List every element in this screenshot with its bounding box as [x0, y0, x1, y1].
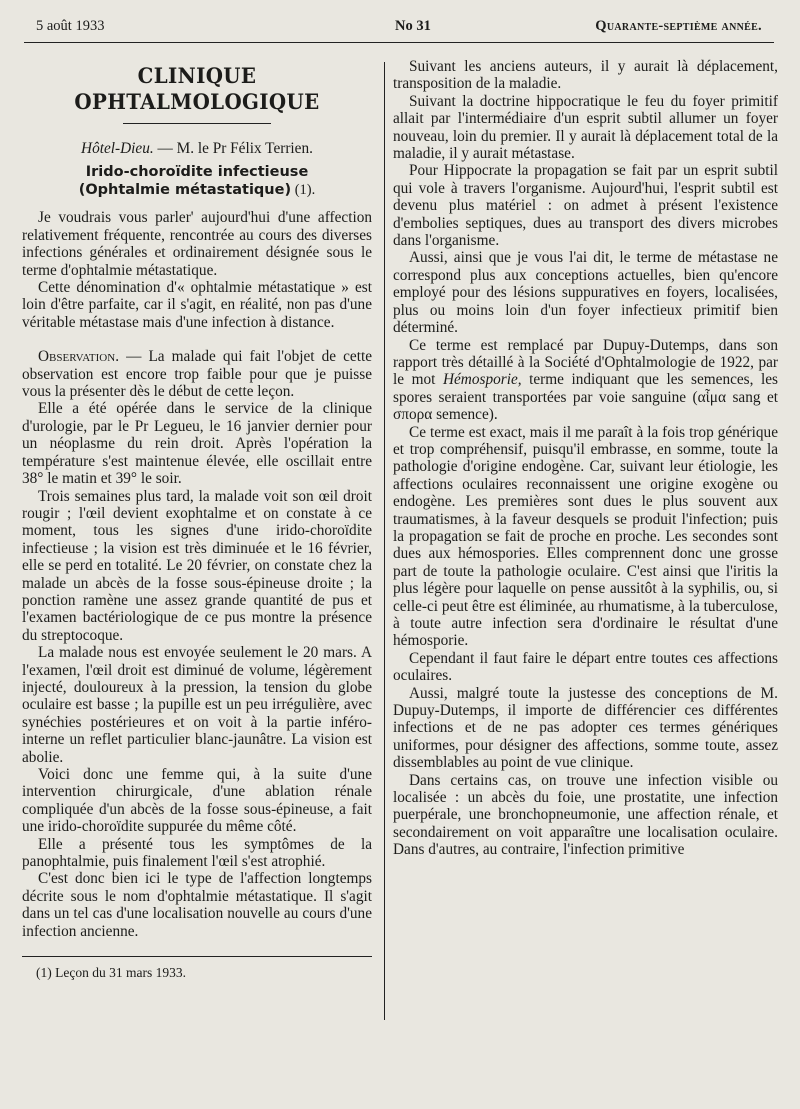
- paragraph: La malade nous est envoyée seulement le 20 mars. A l'examen, l'œil droit est diminué de volume, légèrement injecté, douloureux à la pression, la tension du globe oculaire est basse ; la pupille est un peu irrégulière, avec synéchies postérieures et on voit à la partie inféro-interne un reflet particulier blanc-jaunâtre. La vision est abolie.: [22, 644, 372, 766]
- paragraph: Elle a été opérée dans le service de la clinique d'urologie, par le Pr Legueu, le 16 janvier dernier pour un néoplasme du rein droit. Après l'opération la température s'est maintenue élevée, elle oscillait entre 38° le matin et 39° le soir.: [22, 400, 372, 488]
- text-run: terme indiquant que les semences, les spores seraient transportées par voie sanguine (αἷμα sang et σπορα semence).: [393, 371, 778, 424]
- byline-place: Hôtel-Dieu.: [81, 140, 154, 157]
- hemosporie-term: Hémosporie,: [442, 371, 522, 389]
- paragraph: Aussi, malgré toute la justesse des conceptions de M. Dupuy-Dutemps, il importe de différencier ces différentes infections et de ne pas adopter ces termes génériques uniformes, pour désigner des affections, somme toute, assez dissemblables au point de vue clinique.: [393, 684, 778, 772]
- footnote-rule: [22, 956, 372, 957]
- paragraph: Suivant la doctrine hippocratique le feu du foyer primitif allait par l'intermédiaire d'un esprit subtil allumer un foyer nouveau, loin du premier. Il y aurait là déplacement total de la maladie, il y aurait métastase.: [393, 92, 778, 163]
- paragraph: C'est donc bien ici le type de l'affection longtemps décrite sous le nom d'ophtalmie métastatique. Il s'agit dans un tel cas d'une localisation nouvelle au cours d'une infection ancienne.: [22, 870, 372, 940]
- header-rule: [24, 42, 774, 43]
- paragraph: Ce terme est exact, mais il me paraît à la fois trop générique et trop compréhensif, puisqu'il embrasse, en somme, toute la pathologie d'origine endogène. Car, suivant leur étiologie, les affections oculaires reconnaissent une origine exogène ou endogène. Les premières sont dues le plus souvent aux traumatismes, à la faveur desquels se produit l'infection; puis la propagation se fait de proche en proche. Les secondes sont dues aux hémospories. Elles comprennent donc une grosse part de toute la pathologie oculaire. C'est ainsi que l'iritis la plus légère pour laquelle on pense aussitôt à la syphilis, ou, si celle-ci peut être est éliminée, au rhumatisme, à la tuberculose, à toute autre infection sera d'ordinaire le résultat d'une hémosporie.: [393, 423, 778, 650]
- paragraph: Je voudrais vous parler' aujourd'hui d'une affection relativement fréquente, rencontrée au cours des diverses infections générales et ordinairement désignée sous le terme d'ophtalmie métastatique.: [22, 209, 372, 279]
- text-run: Ce terme est remplacé par Dupuy-Dutemps, dans son rapport très détaillé à la Société d'Ophtalmologie de 1922, par le mot: [393, 336, 778, 389]
- observation-paragraph: [22, 348, 372, 400]
- right-column: [393, 58, 778, 859]
- title-rule: [123, 123, 271, 124]
- running-header: [30, 16, 768, 38]
- paragraph: Suivant les anciens auteurs, il y aurait là déplacement, transposition de la maladie.: [393, 58, 778, 93]
- paragraph: Trois semaines plus tard, la malade voit son œil droit rougir ; l'œil devient exophtalme et on constate à ce moment, tous les signes d'une irido-choroïdite infectieuse ; la vision est très diminuée et le 16 février, elle se perd en totalité. Le 20 février, on constate chez la malade un abcès de la fosse sous-épineuse droite ; la ponction ramène une assez grande quantité de pus et l'examen bactériologique de ce pus montre la présence du streptocoque.: [22, 487, 372, 644]
- byline-author: — M. le Pr Félix Terrien.: [157, 140, 313, 157]
- column-divider: [384, 62, 385, 1020]
- subtitle-footnote-ref: (1).: [291, 182, 316, 199]
- subtitle-line-1: Irido-choroïdite infectieuse: [85, 164, 309, 181]
- paragraph: Cependant il faut faire le départ entre toutes ces affections oculaires.: [393, 649, 778, 685]
- article-subtitle: [22, 163, 372, 199]
- left-column: [22, 64, 372, 981]
- publication-year: Quarante-septième année.: [595, 18, 762, 34]
- section-title: CLINIQUE OPHTALMOLOGIQUE: [74, 64, 320, 115]
- paragraph: Pour Hippocrate la propagation se fait par un esprit subtil qui vole à travers l'organisme. Aujourd'hui, l'esprit subtil est devenu plus matériel : on admet à présent l'existence d'embolies septiques, dues au transport des divers microbes dans l'organisme.: [393, 162, 778, 250]
- paragraph: Elle a présenté tous les symptômes de la panophtalmie, puis finalement l'œil s'est atrophié.: [22, 835, 372, 871]
- subtitle-line-2: (Ophtalmie métastatique): [78, 182, 292, 199]
- byline: [22, 140, 372, 157]
- paragraph: Voici donc une femme qui, à la suite d'une intervention chirurgicale, d'une ablation rénale compliquée d'un abcès de la fosse sous-épineuse, a fait une irido-choroïdite suppurée du même côté.: [22, 766, 372, 836]
- observation-label: Observation.: [38, 348, 120, 366]
- paragraph: Cette dénomination d'« ophtalmie métastatique » est loin d'être parfaite, car il s'agit, en réalité, non pas d'une véritable métastase mais d'une infection à distance.: [22, 279, 372, 331]
- observation-text: — La malade qui fait l'objet de cette observation est encore trop faible pour que je puisse vous la présenter dès le début de cette leçon.: [22, 348, 372, 401]
- paragraph: Aussi, ainsi que je vous l'ai dit, le terme de métastase ne correspond plus aux conceptions actuelles, bien qu'encore employé pour des lésions suppuratives en foyers, localisées, plus ou moins loin d'un foyer infectieux primitif bien déterminé.: [393, 249, 778, 337]
- issue-date: 5 août 1933: [36, 18, 105, 34]
- footnote: (1) Leçon du 31 mars 1933.: [36, 965, 186, 981]
- hemosporie-paragraph: [393, 337, 778, 424]
- issue-number: No 31: [395, 18, 431, 34]
- paragraph: Dans certains cas, on trouve une infection visible ou localisée : un abcès du foie, une prostatite, une infection puerpérale, une bronchopneumonie, une affection rénale, et secondairement on voit apparaître une localisation oculaire. Dans d'autres, au contraire, l'infection primitive: [393, 771, 778, 859]
